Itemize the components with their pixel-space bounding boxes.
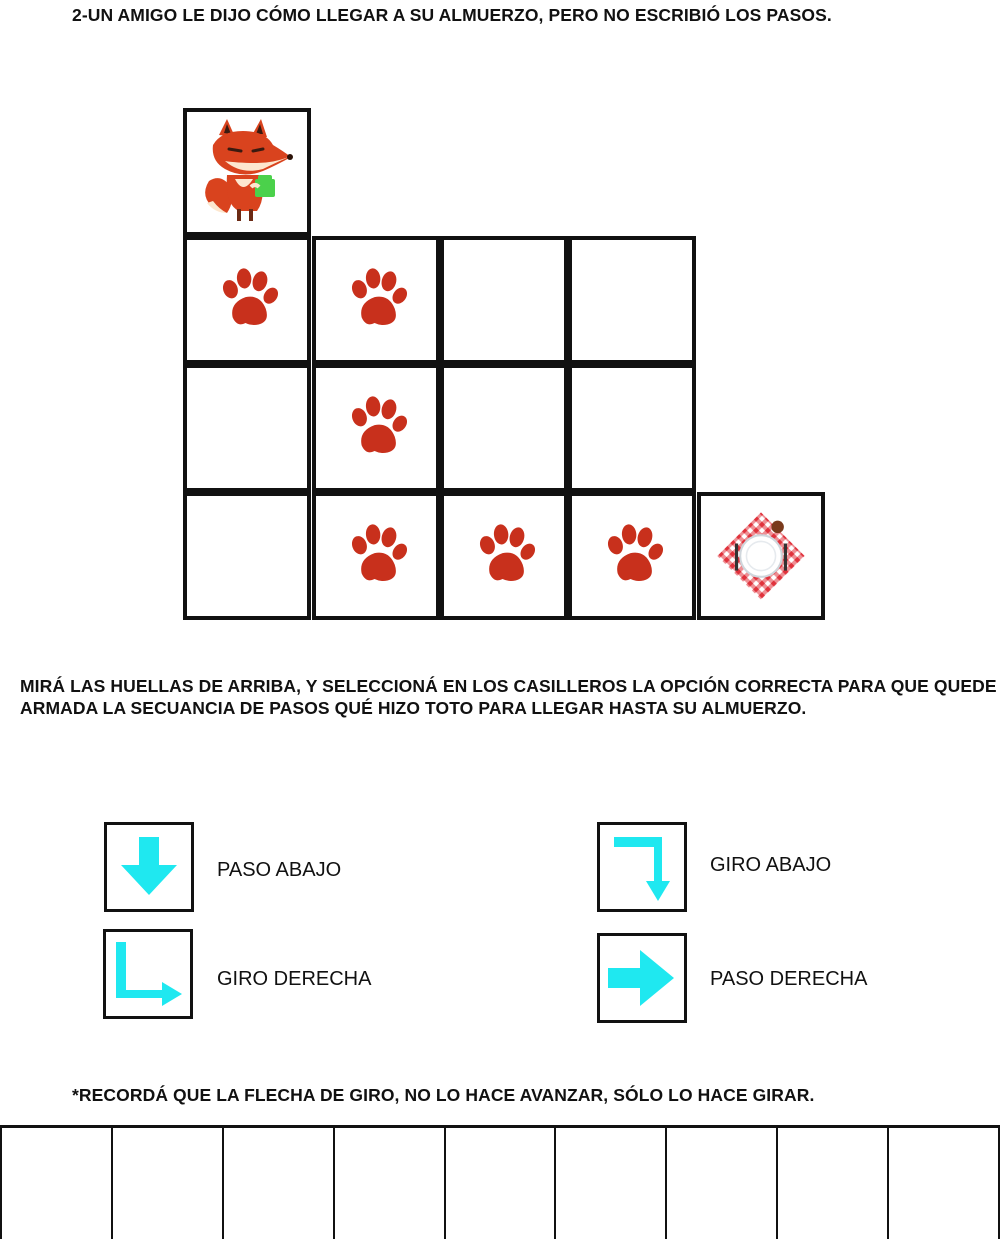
grid-cell-paw [312,236,440,364]
answer-slot-4[interactable] [335,1128,446,1239]
legend-label-paso-derecha: PASO DERECHA [710,968,868,990]
legend-paso-derecha [597,933,687,1023]
grid-cell-paw [312,492,440,620]
grid-cell-empty [183,492,311,620]
paw-print-icon [596,520,668,592]
answer-slots-row [0,1125,1000,1239]
paw-print-icon [340,392,412,464]
grid-cell-paw [568,492,696,620]
grid-cell-lunch [697,492,825,620]
paw-print-icon [340,520,412,592]
grid-cell-empty [568,236,696,364]
answer-slot-1[interactable] [0,1128,113,1239]
legend-label-giro-abajo: GIRO ABAJO [710,854,832,876]
grid-cell-empty [568,364,696,492]
arrow-right-icon [600,936,684,1020]
legend-giro-derecha [103,929,193,1019]
page-title: 2-UN AMIGO LE DIJO CÓMO LLEGAR A SU ALMUERZO, PERO NO ESCRIBIÓ LOS PASOS. [72,5,832,25]
answer-slot-7[interactable] [667,1128,778,1239]
arrow-down-icon [107,825,191,909]
grid-cell-empty [440,236,568,364]
grid-cell-paw [312,364,440,492]
answer-slot-5[interactable] [446,1128,557,1239]
grid-cell-fox [183,108,311,236]
turn-right-arrow-icon [106,932,190,1016]
answer-slot-8[interactable] [778,1128,889,1239]
reminder-note: *RECORDÁ QUE LA FLECHA DE GIRO, NO LO HACE AVANZAR, SÓLO LO HACE GIRAR. [72,1085,815,1105]
grid-cell-paw [183,236,311,364]
lunch-plate-icon [709,504,813,608]
legend-paso-abajo [104,822,194,912]
paw-print-icon [468,520,540,592]
paw-print-icon [211,264,283,336]
paw-print-icon [340,264,412,336]
answer-slot-9[interactable] [889,1128,1000,1239]
answer-slot-3[interactable] [224,1128,335,1239]
turn-down-arrow-icon [600,825,684,909]
instructions-text: MIRÁ LAS HUELLAS DE ARRIBA, Y SELECCIONÁ EN LOS CASILLEROS LA OPCIÓN CORRECTA PARA QUE QUEDE ARMADA LA SECUANCIA DE PASOS QUÉ HIZO TOTO PARA LLEGAR HASTA SU ALMUERZO. [20,676,997,718]
answer-slot-6[interactable] [556,1128,667,1239]
fox-icon [197,117,297,227]
answer-slot-2[interactable] [113,1128,224,1239]
grid-cell-empty [183,364,311,492]
legend-label-paso-abajo: PASO ABAJO [217,859,342,881]
legend-giro-abajo [597,822,687,912]
grid-cell-empty [440,364,568,492]
grid-cell-paw [440,492,568,620]
legend-label-giro-derecha: GIRO DERECHA [217,968,372,990]
